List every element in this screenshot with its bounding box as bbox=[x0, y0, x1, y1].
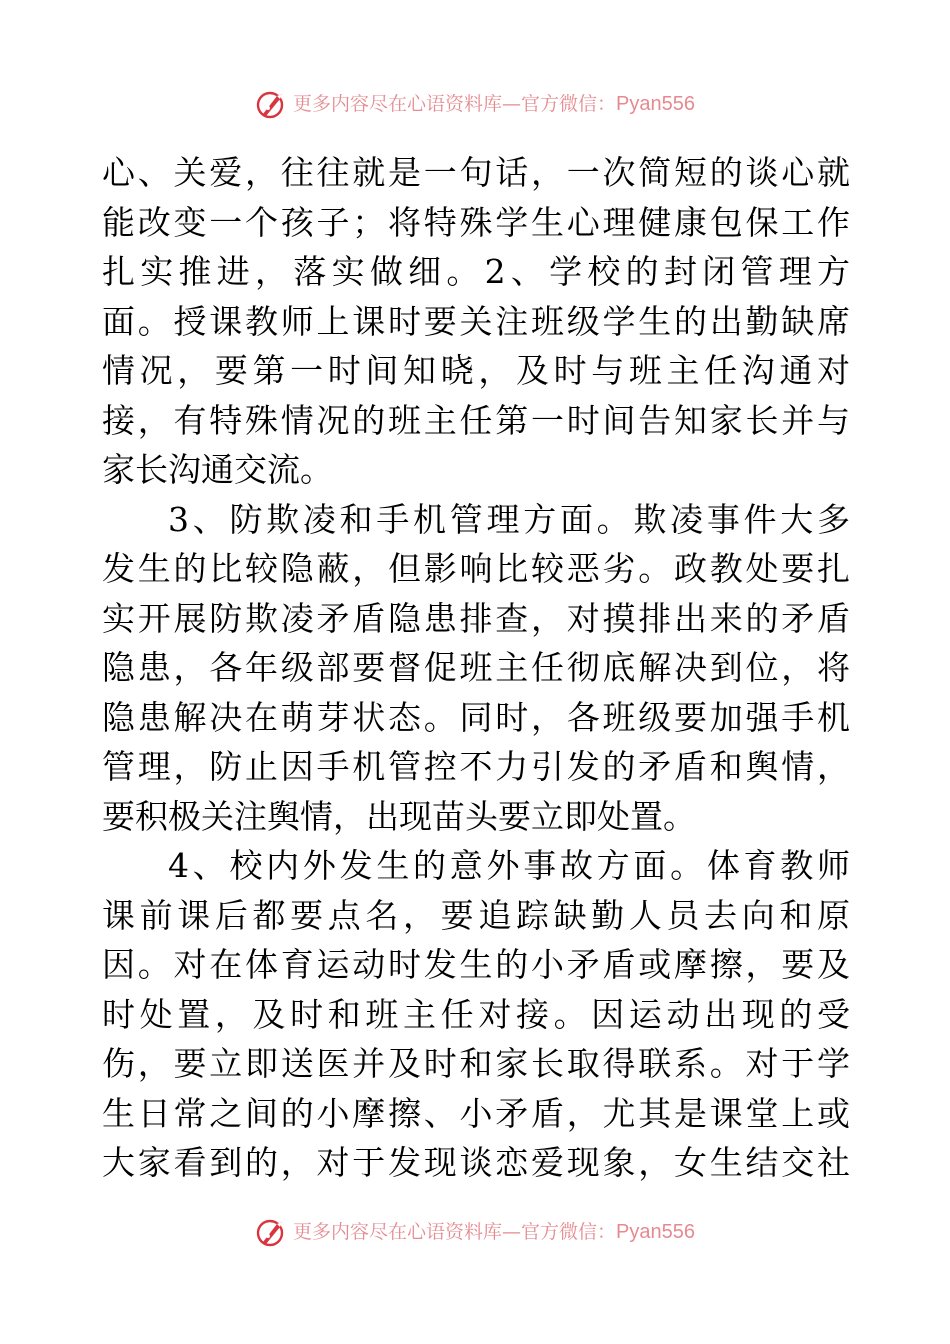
text-line-3: 扎实推进，落实做细。2、学校的封闭管理方 bbox=[102, 252, 850, 291]
text-line-9: 发生的比较隐蔽，但影响比较恶劣。政教处要扎 bbox=[102, 549, 850, 588]
footer-watermark bbox=[0, 1212, 950, 1252]
watermark-slogan: 更多内容尽在心语资料库—官方微信： bbox=[293, 93, 617, 115]
text-line-1: 心、关爱，往往就是一句话，一次简短的谈心就 bbox=[102, 153, 850, 192]
watermark-slogan: 更多内容尽在心语资料库—官方微信： bbox=[293, 1221, 617, 1243]
text-line-11: 隐患，各年级部要督促班主任彻底解决到位，将 bbox=[102, 648, 850, 687]
text-line-5: 情况，要第一时间知晓，及时与班主任沟通对 bbox=[102, 351, 850, 390]
text-line-20: 生日常之间的小摩擦、小矛盾，尤其是课堂上或 bbox=[102, 1093, 850, 1133]
text-line-19: 伤，要立即送医并及时和家长取得联系。对于学 bbox=[102, 1044, 850, 1083]
text-line-17: 因。对在体育运动时发生的小矛盾或摩擦，要及 bbox=[102, 945, 850, 984]
text-line-18: 时处置，及时和班主任对接。因运动出现的受 bbox=[102, 994, 850, 1034]
text-line-8: 3、防欺凌和手机管理方面。欺凌事件大多 bbox=[168, 499, 850, 539]
text-line-16: 课前课后都要点名，要追踪缺勤人员去向和原 bbox=[102, 895, 850, 935]
watermark-wechat-id: Pyan556 bbox=[616, 1221, 695, 1243]
pen-nib-circle-icon bbox=[255, 1215, 289, 1249]
watermark-text bbox=[293, 87, 695, 121]
header-watermark bbox=[0, 84, 950, 124]
text-line-15: 4、校内外发生的意外事故方面。体育教师 bbox=[168, 846, 850, 885]
watermark-text bbox=[293, 1215, 695, 1249]
text-line-6: 接，有特殊情况的班主任第一时间告知家长并与 bbox=[102, 400, 850, 440]
watermark-wechat-id: Pyan556 bbox=[616, 93, 695, 115]
text-line-12: 隐患解决在萌芽状态。同时，各班级要加强手机 bbox=[102, 697, 850, 737]
text-line-4: 面。授课教师上课时要关注班级学生的出勤缺席 bbox=[102, 301, 850, 341]
text-line-14: 要积极关注舆情，出现苗头要立即处置。 bbox=[102, 796, 696, 836]
text-line-13: 管理，防止因手机管控不力引发的矛盾和舆情， bbox=[102, 747, 850, 786]
pen-nib-circle-icon bbox=[255, 87, 289, 121]
text-line-2: 能改变一个孩子；将特殊学生心理健康包保工作 bbox=[102, 202, 850, 242]
text-line-7: 家长沟通交流。 bbox=[102, 450, 333, 489]
text-line-10: 实开展防欺凌矛盾隐患排查，对摸排出来的矛盾 bbox=[102, 598, 850, 638]
document-body bbox=[102, 148, 850, 1188]
text-line-21: 大家看到的，对于发现谈恋爱现象，女生结交社 bbox=[102, 1143, 850, 1182]
